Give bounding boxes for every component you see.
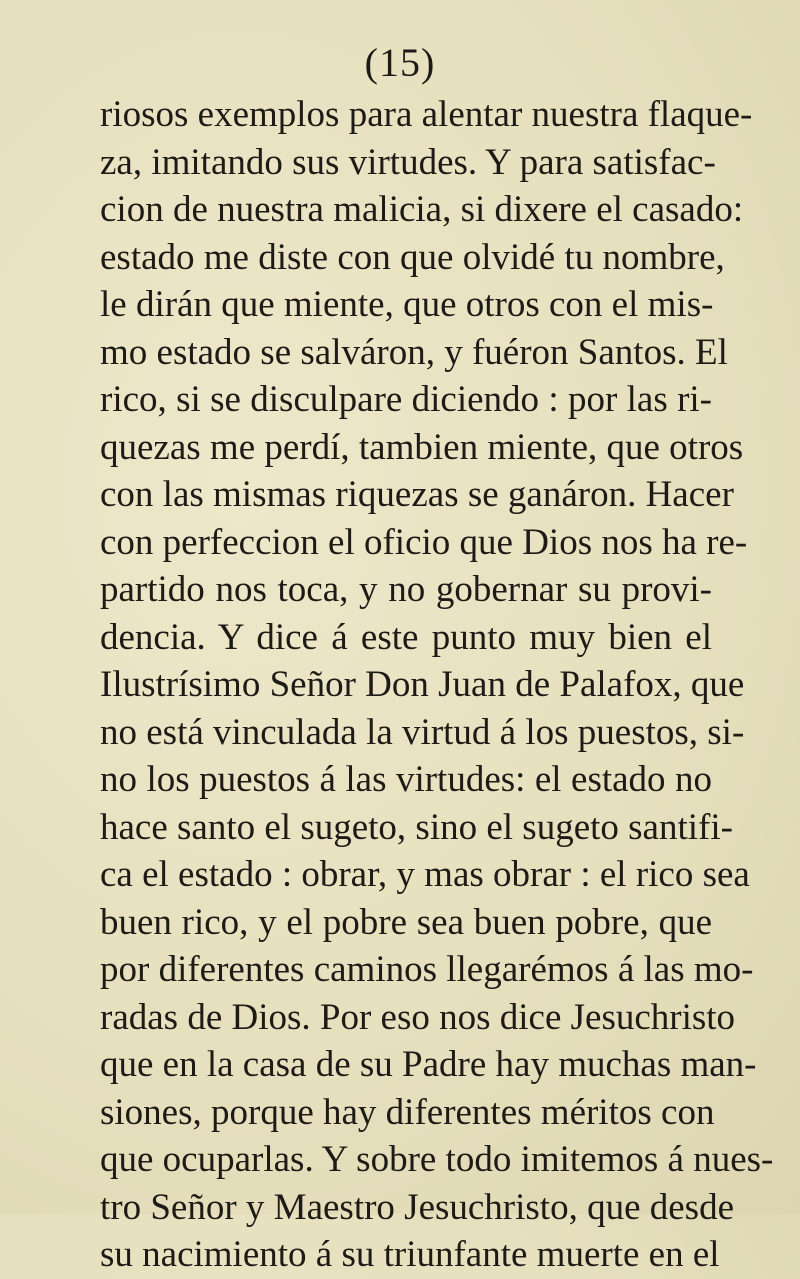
text-line: siones, porque hay diferentes méritos con <box>100 1091 715 1133</box>
text-line: buen rico, y el pobre sea buen pobre, que <box>100 901 712 943</box>
text-line: dencia. Y dice á este punto muy bien el <box>100 616 712 658</box>
text-line: por diferentes caminos llegarémos á las mo- <box>100 949 754 990</box>
text-line: que en la casa de su Padre hay muchas man- <box>100 1044 757 1085</box>
text-line: con perfeccion el oficio que Dios nos ha re- <box>100 521 748 563</box>
text-line: tro Señor y Maestro Jesuchristo, que desde <box>100 1186 735 1228</box>
text-line: quezas me perdí, tambien miente, que otros <box>100 426 744 468</box>
text-line: ca el estado : obrar, y mas obrar : el rico sea <box>100 854 750 895</box>
text-line: radas de Dios. Por eso nos dice Jesuchristo <box>100 996 736 1038</box>
text-line: le dirán que miente, que otros con el mis- <box>100 284 714 325</box>
text-line: con las mismas riquezas se ganáron. Hacer <box>100 474 734 515</box>
text-line: riosos exemplos para alentar nuestra flaque- <box>100 94 753 135</box>
text-line: su nacimiento á su triunfante muerte en el <box>100 1234 720 1275</box>
text-line: estado me diste con que olvidé tu nombre, <box>100 236 725 278</box>
text-line: partido nos toca, y no gobernar su provi- <box>100 569 712 610</box>
text-line: no los puestos á las virtudes: el estado no <box>100 759 712 800</box>
text-line: no está vinculada la virtud á los puestos, si- <box>100 711 745 753</box>
text-line: mo estado se salváron, y fuéron Santos. El <box>100 331 728 373</box>
page-number: (15) <box>364 40 436 85</box>
body-text <box>100 91 774 1279</box>
text-line: cion de nuestra malicia, si dixere el casado: <box>100 189 744 230</box>
text-line: Ilustrísimo Señor Don Juan de Palafox, que <box>100 664 745 705</box>
text-line: rico, si se disculpare diciendo : por las ri- <box>100 379 712 420</box>
text-line: za, imitando sus virtudes. Y para satisfac- <box>100 141 716 183</box>
text-line: hace santo el sugeto, sino el sugeto santifi- <box>100 806 733 848</box>
text-line: que ocuparlas. Y sobre todo imitemos á nues- <box>100 1139 774 1180</box>
